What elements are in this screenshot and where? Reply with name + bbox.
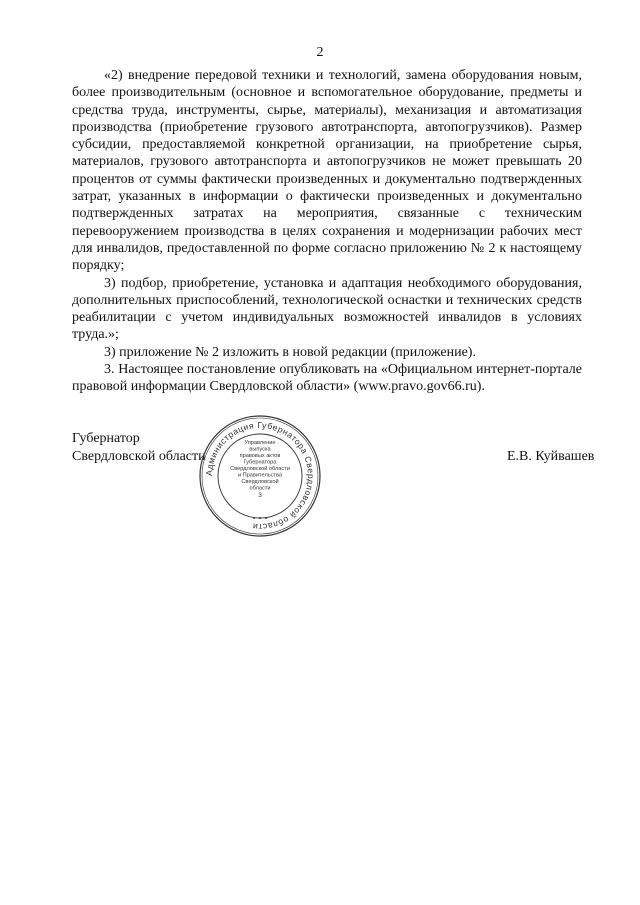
seal-center-line: Свердловской	[241, 479, 279, 485]
seal-center-line: выпуска	[249, 446, 271, 453]
seal-center-line: 3	[258, 492, 262, 499]
document-body	[72, 67, 582, 396]
seal-dot	[253, 517, 255, 519]
signatory-title-line2: Свердловской области	[72, 448, 206, 464]
seal-center-line: Свердловской области	[230, 466, 290, 472]
official-seal	[198, 414, 322, 538]
seal-center-line: и Правительства	[238, 472, 282, 479]
seal-center-line: Управление	[244, 440, 276, 446]
paragraph-item-2: «2) внедрение передовой техники и технологий, замена оборудования новым, более производительным (основное и вспомогательное оборудование, предметы и средства труда, инструменты, сырье, материалы), механизация и автоматизация производства (приобретение грузового автотранспорта, автопогрузчиков). Размер субсидии, предоставляемой конкретной организации, на приобретение сырья, материалов, грузового автотранспорта и автопогрузчиков не может превышать 20 процентов от суммы фактически произведенных и документально подтвержденных затрат, указанных в информации о фактически произведенных и документально подтвержденных затратах на мероприятия, связанные с техническим перевооружением производства в целях сохранения и модернизации рабочих мест для инвалидов, предоставленной по форме согласно приложению № 2 к настоящему порядку;	[72, 68, 582, 274]
seal-center-line: Губернатора	[243, 459, 277, 466]
signatory-title	[72, 430, 206, 465]
seal-ring-textpath: Администрация Губернатора Свердловской области	[203, 419, 317, 533]
signatory-name: Е.В. Куйвашев	[507, 449, 595, 464]
paragraph-publication: 3. Настоящее постановление опубликовать на «Официальном интернет-портале правовой информации Свердловской области» (www.pravo.gov66.ru).	[72, 362, 582, 395]
signatory-title-line1: Губернатор	[72, 431, 140, 446]
page-number: 2	[316, 45, 324, 60]
paragraph-item-3: 3) подбор, приобретение, установка и адаптация необходимого оборудования, дополнительных приспособлений, технологической оснастки и технических средств реабилитации с учетом индивидуальных возможностей инвалидов в условиях труда.»;	[72, 275, 582, 343]
seal-dot	[265, 517, 267, 519]
paragraph-appendix-2: 3) приложение № 2 изложить в новой редакции (приложение).	[104, 344, 476, 360]
seal-dot	[259, 517, 261, 519]
seal-center-line: правовых актов	[239, 453, 281, 459]
seal-center-line: области	[249, 485, 271, 492]
